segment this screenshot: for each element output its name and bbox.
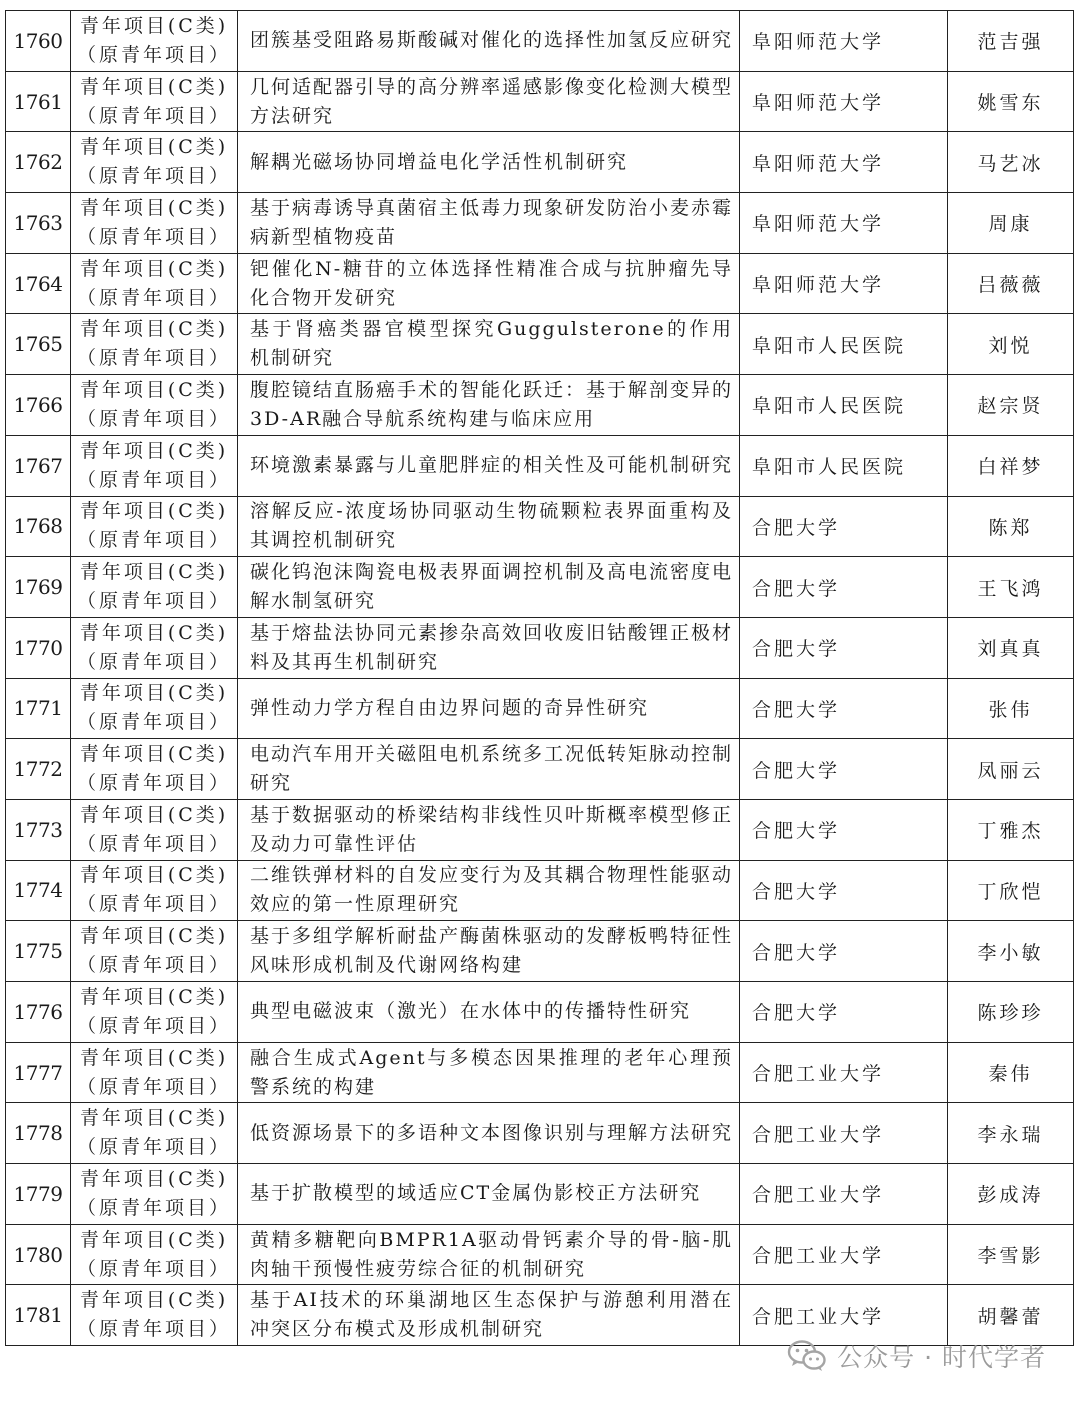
project-category-line2: （原青年项目）	[76, 1196, 231, 1219]
project-category-line1: 青年项目(C类)	[79, 136, 229, 159]
watermark-text: 公众号 · 时代学者	[837, 1343, 1046, 1372]
project-title: 基于AI技术的环巢湖地区生态保护与游憩利用潜在冲突区分布模式及形成机制研究	[238, 1285, 740, 1346]
project-title: 基于肾癌类器官模型探究Guggulsterone的作用机制研究	[238, 314, 740, 375]
project-category	[71, 435, 238, 496]
project-title: 腹腔镜结直肠癌手术的智能化跃迁：基于解剖变异的3D-AR融合导航系统构建与临床应用	[238, 375, 740, 436]
project-category-line1: 青年项目(C类)	[79, 803, 229, 826]
table-row	[6, 1285, 1074, 1346]
project-category-line1: 青年项目(C类)	[79, 1289, 229, 1312]
project-category-line2: （原青年项目）	[76, 590, 231, 613]
table-row	[6, 71, 1074, 132]
project-category-line1: 青年项目(C类)	[79, 500, 229, 523]
project-category-line2: （原青年项目）	[76, 225, 231, 248]
table-row	[6, 496, 1074, 557]
institution: 合肥大学	[740, 982, 948, 1043]
project-category	[71, 1042, 238, 1103]
watermark	[787, 1338, 1046, 1374]
table-row	[6, 1042, 1074, 1103]
principal-investigator: 丁欣恺	[948, 860, 1074, 921]
table-row	[6, 375, 1074, 436]
row-number: 1768	[6, 496, 71, 557]
project-title: 环境激素暴露与儿童肥胖症的相关性及可能机制研究	[238, 435, 740, 496]
project-title: 基于数据驱动的桥梁结构非线性贝叶斯概率模型修正及动力可靠性评估	[238, 799, 740, 860]
table-row	[6, 193, 1074, 254]
principal-investigator: 丁雅杰	[948, 799, 1074, 860]
project-category	[71, 1224, 238, 1285]
row-number: 1774	[6, 860, 71, 921]
project-category-line1: 青年项目(C类)	[79, 196, 229, 219]
row-number: 1769	[6, 557, 71, 618]
project-category	[71, 678, 238, 739]
institution: 合肥大学	[740, 921, 948, 982]
project-category-line2: （原青年项目）	[76, 165, 231, 188]
principal-investigator: 李雪影	[948, 1224, 1074, 1285]
institution: 合肥工业大学	[740, 1164, 948, 1225]
project-title: 基于多组学解析耐盐产酶菌株驱动的发酵板鸭特征性风味形成机制及代谢网络构建	[238, 921, 740, 982]
project-category	[71, 193, 238, 254]
row-number: 1767	[6, 435, 71, 496]
project-category	[71, 1285, 238, 1346]
project-category-line1: 青年项目(C类)	[79, 257, 229, 280]
row-number: 1765	[6, 314, 71, 375]
institution: 合肥大学	[740, 496, 948, 557]
project-category-line1: 青年项目(C类)	[79, 1228, 229, 1251]
project-category-line2: （原青年项目）	[76, 954, 231, 977]
project-category-line2: （原青年项目）	[76, 1257, 231, 1280]
project-category-line1: 青年项目(C类)	[79, 743, 229, 766]
institution: 阜阳师范大学	[740, 71, 948, 132]
project-category-line2: （原青年项目）	[76, 347, 231, 370]
project-category	[71, 11, 238, 72]
project-category-line1: 青年项目(C类)	[79, 1167, 229, 1190]
institution: 合肥大学	[740, 557, 948, 618]
principal-investigator: 张伟	[948, 678, 1074, 739]
project-category-line1: 青年项目(C类)	[79, 925, 229, 948]
principal-investigator: 范吉强	[948, 11, 1074, 72]
project-category-line1: 青年项目(C类)	[79, 378, 229, 401]
project-title: 黄精多糖靶向BMPR1A驱动骨钙素介导的骨-脑-肌肉轴干预慢性疲劳综合征的机制研究	[238, 1224, 740, 1285]
row-number: 1778	[6, 1103, 71, 1164]
table-row	[6, 1103, 1074, 1164]
principal-investigator: 李小敏	[948, 921, 1074, 982]
project-category-line2: （原青年项目）	[76, 832, 231, 855]
table-row	[6, 921, 1074, 982]
table-row	[6, 132, 1074, 193]
institution: 合肥工业大学	[740, 1285, 948, 1346]
project-title: 基于熔盐法协同元素掺杂高效回收废旧钴酸锂正极材料及其再生机制研究	[238, 617, 740, 678]
project-category	[71, 496, 238, 557]
row-number: 1763	[6, 193, 71, 254]
principal-investigator: 吕薇薇	[948, 253, 1074, 314]
principal-investigator: 赵宗贤	[948, 375, 1074, 436]
institution: 阜阳市人民医院	[740, 435, 948, 496]
project-category-line2: （原青年项目）	[76, 1318, 231, 1341]
project-category	[71, 314, 238, 375]
institution: 阜阳师范大学	[740, 132, 948, 193]
principal-investigator: 王飞鸿	[948, 557, 1074, 618]
project-category-line1: 青年项目(C类)	[79, 561, 229, 584]
principal-investigator: 胡馨蕾	[948, 1285, 1074, 1346]
project-title: 融合生成式Agent与多模态因果推理的老年心理预警系统的构建	[238, 1042, 740, 1103]
row-number: 1764	[6, 253, 71, 314]
project-category-line1: 青年项目(C类)	[79, 682, 229, 705]
project-category	[71, 617, 238, 678]
row-number: 1779	[6, 1164, 71, 1225]
project-category	[71, 132, 238, 193]
row-number: 1773	[6, 799, 71, 860]
project-category	[71, 375, 238, 436]
principal-investigator: 凤丽云	[948, 739, 1074, 800]
row-number: 1777	[6, 1042, 71, 1103]
row-number: 1760	[6, 11, 71, 72]
principal-investigator: 白祥梦	[948, 435, 1074, 496]
project-category-line2: （原青年项目）	[76, 407, 231, 430]
project-category-line1: 青年项目(C类)	[79, 75, 229, 98]
institution: 合肥工业大学	[740, 1103, 948, 1164]
institution: 合肥大学	[740, 617, 948, 678]
project-title: 团簇基受阻路易斯酸碱对催化的选择性加氢反应研究	[238, 11, 740, 72]
project-title: 基于病毒诱导真菌宿主低毒力现象研发防治小麦赤霉病新型植物疫苗	[238, 193, 740, 254]
row-number: 1780	[6, 1224, 71, 1285]
project-title: 解耦光磁场协同增益电化学活性机制研究	[238, 132, 740, 193]
institution: 阜阳师范大学	[740, 11, 948, 72]
project-table-body	[6, 11, 1074, 1346]
project-category	[71, 799, 238, 860]
project-category-line1: 青年项目(C类)	[79, 864, 229, 887]
row-number: 1771	[6, 678, 71, 739]
project-title: 碳化钨泡沫陶瓷电极表界面调控机制及高电流密度电解水制氢研究	[238, 557, 740, 618]
principal-investigator: 秦伟	[948, 1042, 1074, 1103]
project-title: 低资源场景下的多语种文本图像识别与理解方法研究	[238, 1103, 740, 1164]
project-category	[71, 921, 238, 982]
principal-investigator: 周康	[948, 193, 1074, 254]
institution: 合肥工业大学	[740, 1224, 948, 1285]
institution: 阜阳市人民医院	[740, 314, 948, 375]
row-number: 1772	[6, 739, 71, 800]
project-category-line2: （原青年项目）	[76, 650, 231, 673]
project-category-line1: 青年项目(C类)	[79, 621, 229, 644]
row-number: 1766	[6, 375, 71, 436]
table-row	[6, 1164, 1074, 1225]
institution: 合肥大学	[740, 678, 948, 739]
wechat-icon	[787, 1339, 827, 1373]
project-category-line1: 青年项目(C类)	[79, 14, 229, 37]
project-category-line1: 青年项目(C类)	[79, 439, 229, 462]
row-number: 1761	[6, 71, 71, 132]
project-title: 弹性动力学方程自由边界问题的奇异性研究	[238, 678, 740, 739]
table-row	[6, 739, 1074, 800]
project-category	[71, 253, 238, 314]
project-category-line1: 青年项目(C类)	[79, 985, 229, 1008]
project-category	[71, 982, 238, 1043]
institution: 阜阳师范大学	[740, 193, 948, 254]
institution: 合肥大学	[740, 860, 948, 921]
principal-investigator: 陈郑	[948, 496, 1074, 557]
project-category-line2: （原青年项目）	[76, 286, 231, 309]
project-category-line2: （原青年项目）	[76, 104, 231, 127]
principal-investigator: 陈珍珍	[948, 982, 1074, 1043]
project-category-line1: 青年项目(C类)	[79, 1107, 229, 1130]
project-category	[71, 739, 238, 800]
principal-investigator: 刘悦	[948, 314, 1074, 375]
project-title: 基于扩散模型的域适应CT金属伪影校正方法研究	[238, 1164, 740, 1225]
table-row	[6, 678, 1074, 739]
project-category	[71, 1164, 238, 1225]
row-number: 1770	[6, 617, 71, 678]
table-row	[6, 557, 1074, 618]
project-title: 典型电磁波束（激光）在水体中的传播特性研究	[238, 982, 740, 1043]
project-category-line1: 青年项目(C类)	[79, 1046, 229, 1069]
project-category-line1: 青年项目(C类)	[79, 318, 229, 341]
project-category-line2: （原青年项目）	[76, 893, 231, 916]
project-category-line2: （原青年项目）	[76, 1136, 231, 1159]
principal-investigator: 彭成涛	[948, 1164, 1074, 1225]
row-number: 1781	[6, 1285, 71, 1346]
project-category-line2: （原青年项目）	[76, 529, 231, 552]
institution: 合肥大学	[740, 799, 948, 860]
principal-investigator: 李永瑞	[948, 1103, 1074, 1164]
table-row	[6, 617, 1074, 678]
table-row	[6, 799, 1074, 860]
project-category-line2: （原青年项目）	[76, 43, 231, 66]
table-row	[6, 314, 1074, 375]
project-title: 钯催化N-糖苷的立体选择性精准合成与抗肿瘤先导化合物开发研究	[238, 253, 740, 314]
project-category-line2: （原青年项目）	[76, 1014, 231, 1037]
row-number: 1762	[6, 132, 71, 193]
table-row	[6, 435, 1074, 496]
row-number: 1775	[6, 921, 71, 982]
project-table	[5, 10, 1074, 1346]
project-category-line2: （原青年项目）	[76, 468, 231, 491]
principal-investigator: 姚雪东	[948, 71, 1074, 132]
principal-investigator: 马艺冰	[948, 132, 1074, 193]
table-row	[6, 253, 1074, 314]
institution: 阜阳师范大学	[740, 253, 948, 314]
institution: 合肥工业大学	[740, 1042, 948, 1103]
project-category	[71, 71, 238, 132]
project-category	[71, 1103, 238, 1164]
table-row	[6, 982, 1074, 1043]
table-row	[6, 860, 1074, 921]
project-category-line2: （原青年项目）	[76, 772, 231, 795]
institution: 阜阳市人民医院	[740, 375, 948, 436]
project-title: 溶解反应-浓度场协同驱动生物硫颗粒表界面重构及其调控机制研究	[238, 496, 740, 557]
institution: 合肥大学	[740, 739, 948, 800]
row-number: 1776	[6, 982, 71, 1043]
project-category-line2: （原青年项目）	[76, 1075, 231, 1098]
project-category-line2: （原青年项目）	[76, 711, 231, 734]
table-row	[6, 1224, 1074, 1285]
table-row	[6, 11, 1074, 72]
project-title: 几何适配器引导的高分辨率遥感影像变化检测大模型方法研究	[238, 71, 740, 132]
principal-investigator: 刘真真	[948, 617, 1074, 678]
project-title: 电动汽车用开关磁阻电机系统多工况低转矩脉动控制研究	[238, 739, 740, 800]
project-category	[71, 860, 238, 921]
project-category	[71, 557, 238, 618]
project-title: 二维铁弹材料的自发应变行为及其耦合物理性能驱动效应的第一性原理研究	[238, 860, 740, 921]
